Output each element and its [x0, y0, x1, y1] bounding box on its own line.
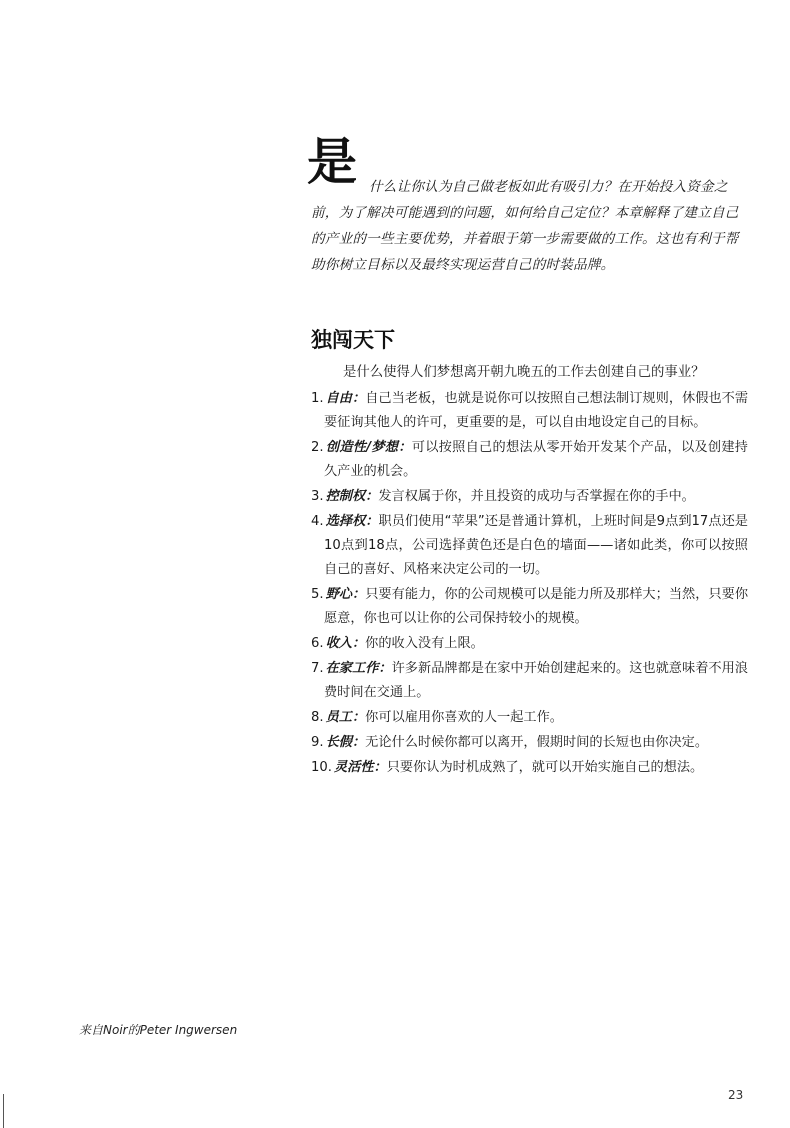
item-text: 只要你认为时机成熟了，就可以开始实施自己的想法。: [386, 760, 704, 775]
section-title: 独闯天下: [311, 327, 395, 352]
list-item: [311, 731, 748, 755]
item-text: 可以按照自己的想法从零开始开发某个产品，以及创建持久产业的机会。: [324, 440, 748, 479]
item-text: 发言权属于你，并且投资的成功与否掌握在你的手中。: [378, 489, 695, 504]
photo-caption: 来自Noir的Peter Ingwersen: [79, 1023, 238, 1037]
list-item: [311, 706, 748, 730]
item-number: 6.: [311, 636, 324, 651]
list-item: [311, 485, 748, 509]
item-term: 灵活性：: [333, 760, 387, 775]
page-edge-line: [3, 1094, 4, 1128]
item-term: 选择权：: [325, 514, 379, 529]
list-item: [311, 756, 748, 780]
advantages-list: [311, 387, 748, 781]
item-term: 员工：: [325, 710, 366, 725]
section-lead: 是什么使得人们梦想离开朝九晚五的工作去创建自己的事业？: [343, 365, 705, 380]
list-item: [311, 436, 748, 484]
item-number: 4.: [311, 514, 324, 529]
item-text: 职员们使用“苹果”还是普通计算机，上班时间是9点到17点还是10点到18点，公司选择黄色还是白色的墙面——诸如此类，你可以按照自己的喜好、风格来决定公司的一切。: [324, 514, 748, 577]
drop-cap: 是: [307, 132, 357, 191]
item-number: 7.: [311, 661, 324, 676]
item-text: 许多新品牌都是在家中开始创建起来的。这也就意味着不用浪费时间在交通上。: [324, 661, 748, 700]
item-number: 9.: [311, 735, 324, 750]
item-text: 你的收入没有上限。: [365, 636, 484, 651]
item-term: 收入：: [325, 636, 366, 651]
list-item: [311, 632, 748, 656]
item-term: 野心：: [325, 587, 366, 602]
intro-paragraph: 什么让你认为自己做老板如此有吸引力？在开始投入资金之前，为了解决可能遇到的问题，如何给自己定位？本章解释了建立自己的产业的一些主要优势，并着眼于第一步需要做的工作。这也有利于帮助你树立目标以及最终实现运营自己的时装品牌。: [311, 179, 739, 273]
item-text: 只要有能力，你的公司规模可以是能力所及那样大；当然，只要你愿意，你也可以让你的公司保持较小的规模。: [324, 587, 749, 626]
list-item: [311, 657, 748, 705]
list-item: [311, 510, 748, 582]
list-item: [311, 583, 748, 631]
page-number: 23: [728, 1088, 744, 1102]
item-text: 自己当老板，也就是说你可以按照自己想法制订规则，休假也不需要征询其他人的许可，更重要的是，可以自由地设定自己的目标。: [324, 391, 749, 430]
item-number: 8.: [311, 710, 324, 725]
item-number: 10.: [311, 760, 332, 775]
item-term: 在家工作：: [325, 661, 392, 676]
item-term: 长假：: [325, 735, 366, 750]
item-term: 控制权：: [325, 489, 379, 504]
item-text: 你可以雇用你喜欢的人一起工作。: [365, 710, 563, 725]
list-item: [311, 387, 748, 435]
intro-block: [307, 132, 751, 278]
item-number: 1.: [311, 391, 324, 406]
item-text: 无论什么时候你都可以离开，假期时间的长短也由你决定。: [365, 735, 709, 750]
item-number: 3.: [311, 489, 324, 504]
item-term: 自由：: [325, 391, 366, 406]
item-number: 2.: [311, 440, 324, 455]
item-number: 5.: [311, 587, 324, 602]
item-term: 创造性/梦想：: [325, 440, 412, 455]
